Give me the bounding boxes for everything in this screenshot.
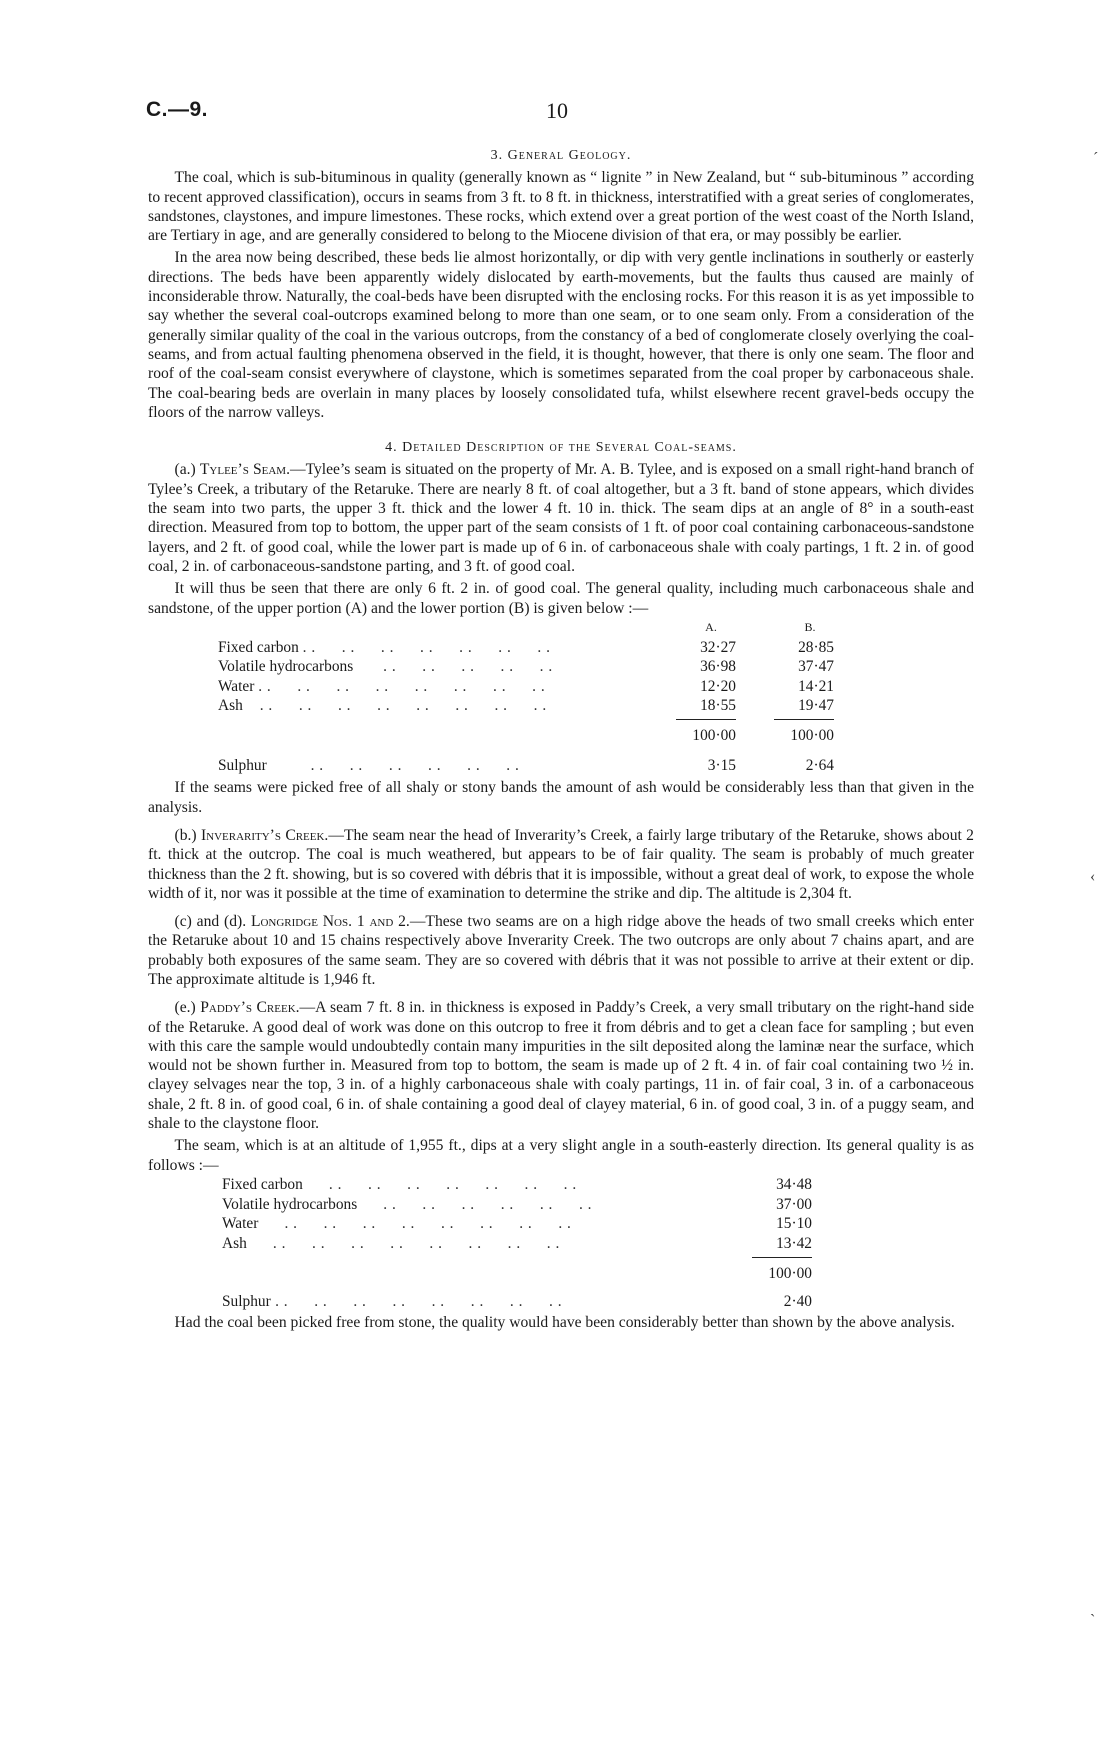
paddys-creek-paragraph: (e.) Paddy’s Creek.—A seam 7 ft. 8 in. in thickness is exposed in Paddy’s Creek, a very small tributary on the right-hand side of the Retaruke. A good deal of work was done on this outcrop to free it from débris and to get a clean face for sampling ; but even with this care the sample would undoubtedly contain many impurities in the silt deposited along the laminæ near the surface, which would not be shown further in. Measured from top to bottom, the seam is made up of 2 ft. 4 in. of fair coal containing two ½ in. clayey selvages near the top, 3 in. of a highly carbonaceous shale with coaly partings, 11 in. of fair coal, 3 in. of a carbonaceous shale, 2 ft. 8 in. of good coal, 6 in. of shale containing a good deal of clayey material, 6 in. of good coal, 3 in. of a puggy seam, and shale to the claystone floor. xyxy=(148,999,974,1133)
sulphur-row: Sulphur . . . . . . . . . . . . . . . . 2·40 xyxy=(222,1292,812,1310)
page-number: 10 xyxy=(546,98,568,123)
inverarity-creek-title: Inverarity’s Creek. xyxy=(200,826,329,844)
paddys-creek-quality-intro: The seam, which is at an altitude of 1,955 ft., dips at a very slight angle in a south-easterly direction. Its general quality is as follows :— xyxy=(148,1137,974,1174)
paddys-creek-analysis-table xyxy=(222,1175,812,1311)
tylees-seam-paragraph: (a.) Tylee’s Seam.—Tylee’s seam is situated on the property of Mr. A. B. Tylee, and is exposed on a small right-hand branch of Tylee’s Creek, a tributary of the Retaruke. There are nearly 8 ft. of coal altogether, but a 3 ft. band of stone appears, which divides the seam into two parts, the upper 3 ft. thick and the lower 4 ft. 10 in. thick. The seam dips at an angle of 8° in a south-east direction. Measured from top to bottom, the upper part of the seam consists of 1 ft. of poor coal containing carbonaceous-sandstone layers, and 2 ft. of good coal, while the lower part is made up of 6 in. of carbonaceous shale with coaly partings, 1 ft. 2 in. of good coal, 2 in. of carbonaceous-sandstone parting, and 3 ft. of good coal. xyxy=(148,461,974,575)
column-header-a: A. xyxy=(705,620,717,635)
sulphur-row: Sulphur . . . . . . . . . . . . 3·15 2·64 xyxy=(218,757,834,775)
total-rule xyxy=(676,719,736,720)
section-heading-general-geology: 3. General Geology. xyxy=(490,148,632,163)
longridge-title: Longridge Nos. 1 and 2. xyxy=(250,913,410,931)
total-cell: 100·00 xyxy=(648,715,736,745)
tylees-seam-note: If the seams were picked free of all shaly or stony bands the amount of ash would be considerably less than that given in the analysis. xyxy=(148,779,974,816)
total-cell: 100·00 xyxy=(742,1253,812,1283)
tylees-seam-title: Tylee’s Seam. xyxy=(199,461,290,479)
tylees-seam-analysis-table xyxy=(218,618,834,776)
total-rule xyxy=(774,719,834,720)
paddys-creek-note: Had the coal been picked free from stone, the quality would have been considerably better than shown by the above analysis. xyxy=(174,1313,955,1331)
document-body xyxy=(148,142,974,1332)
table-row: Water . . . . . . . . . . . . . . . . 12·20 14·21 xyxy=(218,677,834,695)
total-cell: 100·00 xyxy=(736,715,834,745)
page-header xyxy=(146,98,976,128)
document-code: C.—9. xyxy=(146,98,209,121)
inverarity-creek-paragraph: (b.) Inverarity’s Creek.—The seam near the head of Inverarity’s Creek, a fairly large tributary of the Retaruke, shows about 2 ft. thick at the outcrop. The coal is much weathered, but appears to be of fair quality. The seam is probably of much greater thickness than the 2 ft. showing, but is so covered with débris that it is impossible, without a great deal of work, to expose the whole width of it, nor was it possible at the time of examination to determine the strike and dip. The altitude is 2,304 ft. xyxy=(148,826,974,902)
longridge-paragraph: (c) and (d). Longridge Nos. 1 and 2.—These two seams are on a high ridge above the heads of two small creeks which enter the Retaruke about 10 and 15 chains respectively above Inverarity Creek. The two outcrops are only about 7 chains apart, and are probably both exposures of the same seam. They are so covered with débris that it was not possible to arrive at their extent or dip. The approximate altitude is 1,946 ft. xyxy=(148,913,974,988)
tylees-seam-quality-intro: It will thus be seen that there are only 6 ft. 2 in. of good coal. The general quality, including much carbonaceous shale and sandstone, of the upper portion (A) and the lower portion (B) is given below :— xyxy=(148,580,974,617)
general-geology-paragraph-1: The coal, which is sub-bituminous in quality (generally known as “ lignite ” in New Zealand, but “ sub-bituminous ” according to recent approved classification), occurs in seams from 3 ft. to 8 ft. in thickness, interstratified with a great series of conglomerates, sandstones, claystones, and impure limestones. These rocks, which extend over a great portion of the west coast of the North Island, are Tertiary in age, and are generally considered to belong to the Miocene division of that era, or may possibly be earlier. xyxy=(148,169,974,245)
table-row: Fixed carbon . . . . . . . . . . . . . . 32·27 28·85 xyxy=(218,638,834,656)
column-header-b: B. xyxy=(804,620,816,635)
margin-mark: ‹ xyxy=(1090,868,1096,885)
table-row: Volatile hydrocarbons . . . . . . . . . . . . 37·00 xyxy=(222,1195,812,1213)
margin-mark: ˊ xyxy=(1093,150,1099,167)
margin-mark: ˏ xyxy=(1090,1600,1096,1617)
table-row: Ash . . . . . . . . . . . . . . . . 13·42 xyxy=(222,1234,812,1252)
section-heading-detailed-description: 4. Detailed Description of the Several Coal-seams. xyxy=(385,440,737,456)
total-rule xyxy=(752,1257,812,1258)
table-row: Fixed carbon . . . . . . . . . . . . . . 34·48 xyxy=(222,1176,812,1194)
table-row: Water . . . . . . . . . . . . . . . . 15·10 xyxy=(222,1215,812,1233)
paddys-creek-title: Paddy’s Creek. xyxy=(200,999,300,1017)
table-row: Ash . . . . . . . . . . . . . . . . 18·55 19·47 xyxy=(218,697,834,715)
table-row: Volatile hydrocarbons . . . . . . . . . . 36·98 37·47 xyxy=(218,658,834,676)
general-geology-paragraph-2: In the area now being described, these beds lie almost horizontally, or dip with very gentle inclinations in southerly or easterly directions. The beds have been apparently widely dislocated by earth-movements, but the faults thus caused are mainly of inconsiderable throw. Naturally, the coal-beds have been disrupted with the enclosing rocks. For this reason it is as yet impossible to say whether the several coal-outcrops examined belong to more than one seam, or to one seam only. From a consideration of the generally similar quality of the coal in the various outcrops, from the constancy of a bed of conglomerate closely overlying the coal-seams, and from actual faulting phenomena observed in the field, it is thought, however, that there is only one seam. The floor and roof of the coal-seam consist everywhere of claystone, which is sometimes separated from the coal proper by carbonaceous shale. The coal-bearing beds are overlain in many places by loosely consolidated tufa, whilst elsewhere recent gravel-beds occupy the floors of the narrow valleys. xyxy=(148,249,974,421)
